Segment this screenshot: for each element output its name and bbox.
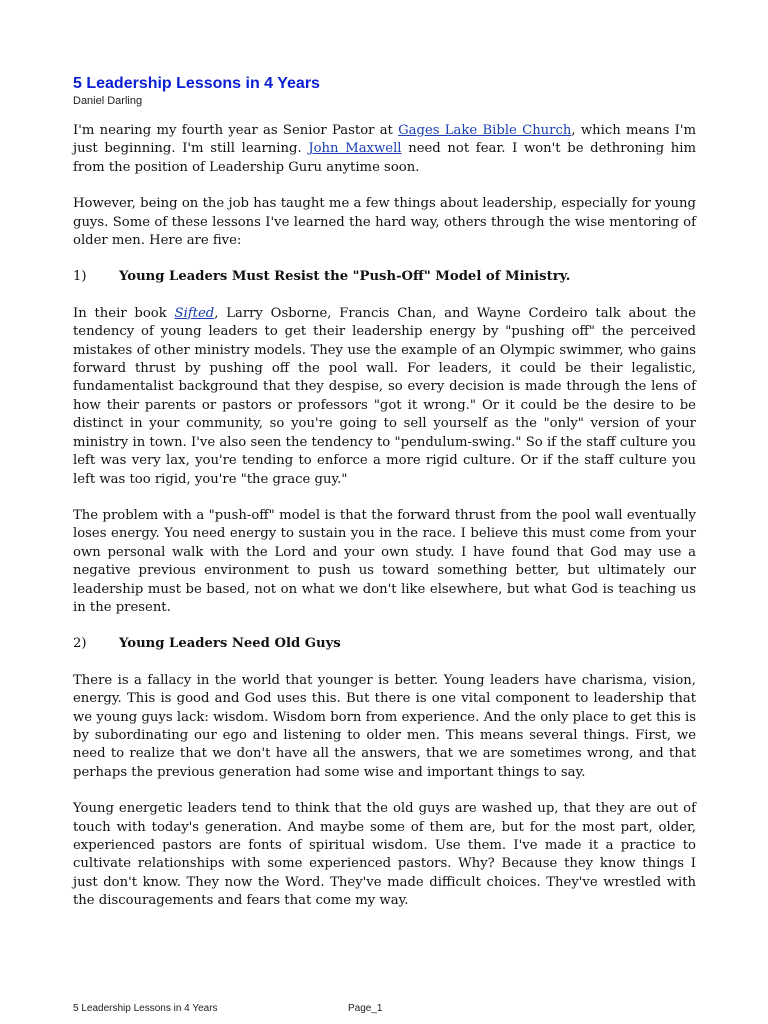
paragraph-intro [73,122,696,177]
text-span: I'm nearing my fourth year as Senior Pastor at [73,123,399,138]
author-name: Daniel Darling [73,95,143,107]
lesson-title: Young Leaders Need Old Guys [119,636,341,652]
article-title: 5 Leadership Lessons in 4 Years [73,75,320,92]
lesson-number: 2) [73,636,87,652]
text-span: , which means I'm just beginning. I'm still learning. [73,123,696,157]
lesson-title: Young Leaders Must Resist the "Push-Off" Model of Ministry. [119,269,571,285]
paragraph-push-off-problem: The problem with a "push-off" model is that the forward thrust from the pool wall eventually loses energy. You need energy to sustain you in the race. I believe this must come from your own personal walk with the Lord and your own study. I have found that God may use a negative previous environment to push us toward something better, but ultimately our leadership must be based, not on what we don't like elsewhere, but what God is teaching us in the present. [73,507,696,615]
footer-title: 5 Leadership Lessons in 4 Years [73,1003,218,1014]
document-page [73,74,696,929]
text-span: In their book [73,305,175,321]
link-john-maxwell[interactable]: John Maxwell [308,141,402,157]
page-number: Page_1 [348,1003,383,1014]
paragraph-fallacy: There is a fallacy in the world that younger is better. Young leaders have charisma, vision, energy. This is good and God uses this. But there is one vital component to leadership that we young guys lack: wisdom. Wisdom born from experience. And the only place to get this is by subordinating our ego and listening to older men. This means several things. First, we need to realize that we don't have all the answers, that we are sometimes wrong, and that perhaps the previous generation had some wise and important things to say. [73,672,696,780]
lesson-heading-2 [73,635,696,653]
paragraph-old-guys: Young energetic leaders tend to think that the old guys are washed up, that they are out of touch with today's generation. And maybe some of them are, but for the most part, older, experienced pastors are fonts of spiritual wisdom. Use them. I've made it a practice to cultivate relationships with some experienced pastors. Why? Because they know things I just don't know. They now the Word. They've made difficult choices. They've wrestled with the discouragements and fears that come my way. [73,801,696,909]
link-sifted[interactable]: Sifted [174,305,215,321]
lesson-number: 1) [73,269,87,285]
text-span: need not fear. I won't be dethroning him from the position of Leadership Guru anytime soon. [73,141,696,175]
text-span: , Larry Osborne, Francis Chan, and Wayne Cordeiro talk about the tendency of young leaders to get their leadership energy by "pushing off" the perceived mistakes of other ministry models. They use the example of an Olympic swimmer, who gains forward thrust by pushing off the pool wall. For leaders, it could be their legalistic, fundamentalist background that they despise, so every decision is made through the lens of how their parents or pastors or professors "got it wrong." Or it could be the desire to be distinct in your community, so you're going to sell yourself as the "only" version of your ministry in town. I've also seen the tendency to "pendulum-swing." So if the staff culture you left was very lax, you're tending to enforce a more rigid culture. Or if the staff culture you left was too rigid, you're "the grace guy." [73,305,696,487]
paragraph-lessons-intro: However, being on the job has taught me a few things about leadership, especially for young guys. Some of these lessons I've learned the hard way, others through the wise mentoring of older men. Here are five: [73,196,696,249]
paragraph-sifted [73,305,696,489]
link-gages-lake-bible-church[interactable]: Gages Lake Bible Church [398,123,572,138]
lesson-heading-1 [73,268,696,286]
